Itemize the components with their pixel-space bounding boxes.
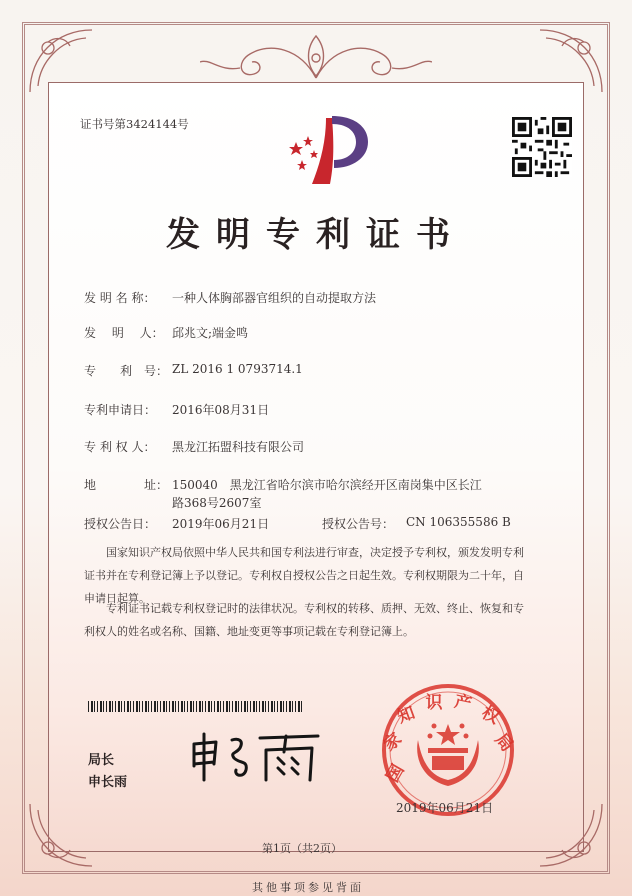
corner-ornament-bottom-left	[26, 800, 96, 870]
svg-text:国: 国	[382, 761, 409, 786]
page-indicator: 第1页（共2页）	[262, 842, 342, 855]
qr-code	[512, 117, 572, 177]
notice-paragraph-2-line: 利权人的姓名或名称、国籍、地址变更等事项记载在专利登记簿上。	[84, 625, 414, 638]
svg-text:知: 知	[394, 702, 418, 728]
notice-paragraph-1-line: 国家知识产权局依照中华人民共和国专利法进行审查，决定授予专利权，颁发发明专利	[84, 546, 524, 559]
svg-text:产: 产	[452, 691, 474, 715]
seal-date: 2019年06月21日	[396, 801, 494, 815]
top-ornament	[200, 28, 432, 86]
certificate-title: 发明专利证书	[166, 215, 466, 255]
patent-office-logo	[282, 112, 370, 186]
barcode	[88, 701, 304, 712]
filing-date-value: 2016年08月31日	[172, 403, 270, 417]
patentee-label: 专 利 权 人：	[84, 440, 156, 454]
grant-date-label: 授权公告日：	[84, 517, 157, 531]
notice-paragraph-2-line: 专利证书记载专利权登记时的法律状况。专利权的转移、质押、无效、终止、恢复和专	[84, 602, 524, 615]
address-line-1: 150040 黑龙江省哈尔滨市哈尔滨经开区南岗集中区长江	[172, 478, 482, 492]
svg-text:识: 识	[425, 693, 443, 713]
grant-number-label: 授权公告号：	[322, 517, 395, 531]
notice-paragraph-2	[84, 597, 524, 643]
signatory-name: 申长雨	[88, 775, 128, 790]
svg-text:权: 权	[478, 702, 503, 729]
grant-number-value: CN 106355586 B	[406, 515, 511, 529]
svg-text:家: 家	[379, 729, 406, 756]
notice-paragraph-1-line: 申请日起算。	[84, 592, 150, 605]
corner-ornament-top-right	[536, 26, 606, 96]
invention-name-value: 一种人体胸部器官组织的自动提取方法	[172, 291, 377, 305]
inventor-label: 发 明 人：	[84, 326, 164, 340]
invention-name-label: 发 明 名 称：	[84, 291, 156, 305]
signatory-title: 局长	[88, 753, 115, 768]
inventor-value: 邱兆文;端金鸣	[172, 326, 249, 340]
patent-number-label: 专 利 号：	[84, 364, 169, 378]
corner-ornament-bottom-right	[536, 800, 606, 870]
certificate-number: 证书号第3424144号	[80, 117, 189, 131]
handwritten-signature	[186, 730, 326, 786]
filing-date-label: 专利申请日：	[84, 403, 157, 417]
patentee-value: 黑龙江拓盟科技有限公司	[172, 440, 305, 454]
corner-ornament-top-left	[26, 26, 96, 96]
address-line-2: 路368号2607室	[172, 496, 262, 510]
notice-paragraph-1-line: 证书并在专利登记簿上予以登记。专利权自授权公告之日起生效。专利权期限为二十年，自	[84, 569, 524, 582]
address-label: 地 址：	[84, 478, 169, 492]
svg-text:局: 局	[490, 729, 517, 756]
patent-number-value: ZL 2016 1 0793714.1	[172, 362, 303, 376]
grant-date-value: 2019年06月21日	[172, 517, 270, 531]
footer-note: 其他事项参见背面	[252, 881, 364, 894]
